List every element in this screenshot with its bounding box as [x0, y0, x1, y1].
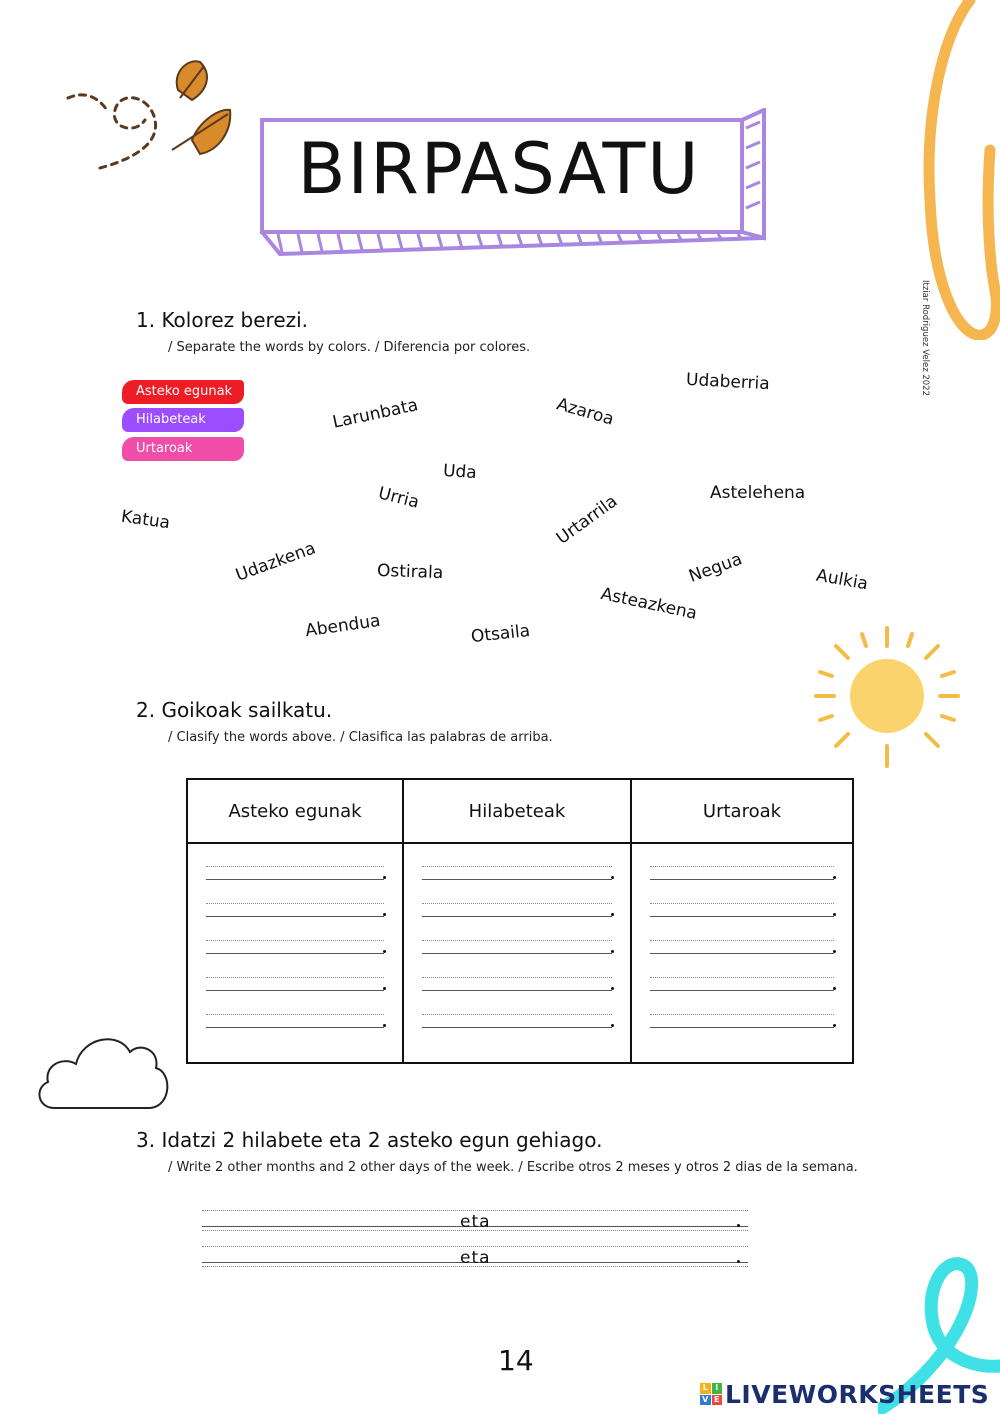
sun-icon [812, 624, 962, 770]
section-2-subtitle: / Clasify the words above. / Clasifica las palabras de arriba. [168, 730, 553, 745]
writing-lines[interactable] [422, 866, 612, 1051]
writing-row-2[interactable] [202, 1246, 748, 1276]
table-cell-hilabeteak[interactable] [404, 844, 632, 1062]
word-urria[interactable]: Urria [376, 483, 422, 513]
word-larunbata[interactable]: Larunbata [330, 395, 420, 433]
word-asteazkena[interactable]: Asteazkena [598, 584, 699, 624]
logo-letter-v: V [700, 1395, 711, 1406]
legend-asteko-egunak: Asteko egunak [122, 380, 244, 404]
section-3-subtitle: / Write 2 other months and 2 other days of the week. / Escribe otros 2 meses y otros 2 dias de la semana. [168, 1160, 858, 1175]
logo-letter-l: L [700, 1383, 711, 1394]
word-otsaila[interactable]: Otsaila [470, 620, 532, 648]
word-negua[interactable]: Negua [686, 549, 745, 587]
page-title: BIRPASATU [297, 128, 701, 210]
section-2-title: 2. Goikoak sailkatu. [136, 698, 333, 722]
legend-urtaroak: Urtaroak [122, 437, 244, 461]
writing-lines[interactable] [206, 866, 384, 1051]
table-header-asteko-egunak: Asteko egunak [188, 780, 404, 844]
connector-eta: eta [460, 1212, 491, 1232]
liveworksheets-brand[interactable] [700, 1378, 989, 1410]
word-udaberria[interactable]: Udaberria [685, 369, 771, 395]
logo-letter-i: I [712, 1383, 723, 1394]
word-urtarrila[interactable]: Urtarrila [552, 491, 622, 549]
table-cell-asteko-egunak[interactable] [188, 844, 404, 1062]
legend-hilabeteak: Hilabeteak [122, 408, 244, 432]
word-uda[interactable]: Uda [442, 460, 478, 484]
page-number: 14 [498, 1344, 534, 1377]
word-azaroa[interactable]: Azaroa [554, 394, 617, 430]
word-ostirala[interactable]: Ostirala [376, 560, 444, 584]
section-1-subtitle: / Separate the words by colors. / Diferencia por colores. [168, 340, 531, 355]
table-header-urtaroak: Urtaroak [632, 780, 852, 844]
table-cell-urtaroak[interactable] [632, 844, 852, 1062]
logo-letter-e: E [712, 1395, 723, 1406]
section-3-title: 3. Idatzi 2 hilabete eta 2 asteko egun gehiago. [136, 1128, 603, 1152]
author-credit: Itziar Rodriguez Velez 2022 [920, 280, 930, 396]
classification-table [186, 778, 854, 1064]
word-katua[interactable]: Katua [119, 506, 172, 534]
table-header-hilabeteak: Hilabeteak [404, 780, 632, 844]
cloud-icon [32, 1020, 174, 1114]
word-aulkia[interactable]: Aulkia [814, 565, 870, 595]
section-1-title: 1. Kolorez berezi. [136, 308, 309, 332]
brand-name: LIVEWORKSHEETS [725, 1379, 990, 1409]
word-abendua[interactable]: Abendua [303, 610, 382, 642]
word-udazkena[interactable]: Udazkena [233, 538, 319, 586]
connector-eta: eta [460, 1248, 491, 1268]
writing-lines[interactable] [650, 866, 834, 1051]
swirl-leaves-doodle [60, 50, 240, 180]
liveworksheets-logo-icon [700, 1383, 722, 1405]
word-astelehena[interactable]: Astelehena [710, 483, 806, 503]
writing-row-1[interactable] [202, 1210, 748, 1240]
